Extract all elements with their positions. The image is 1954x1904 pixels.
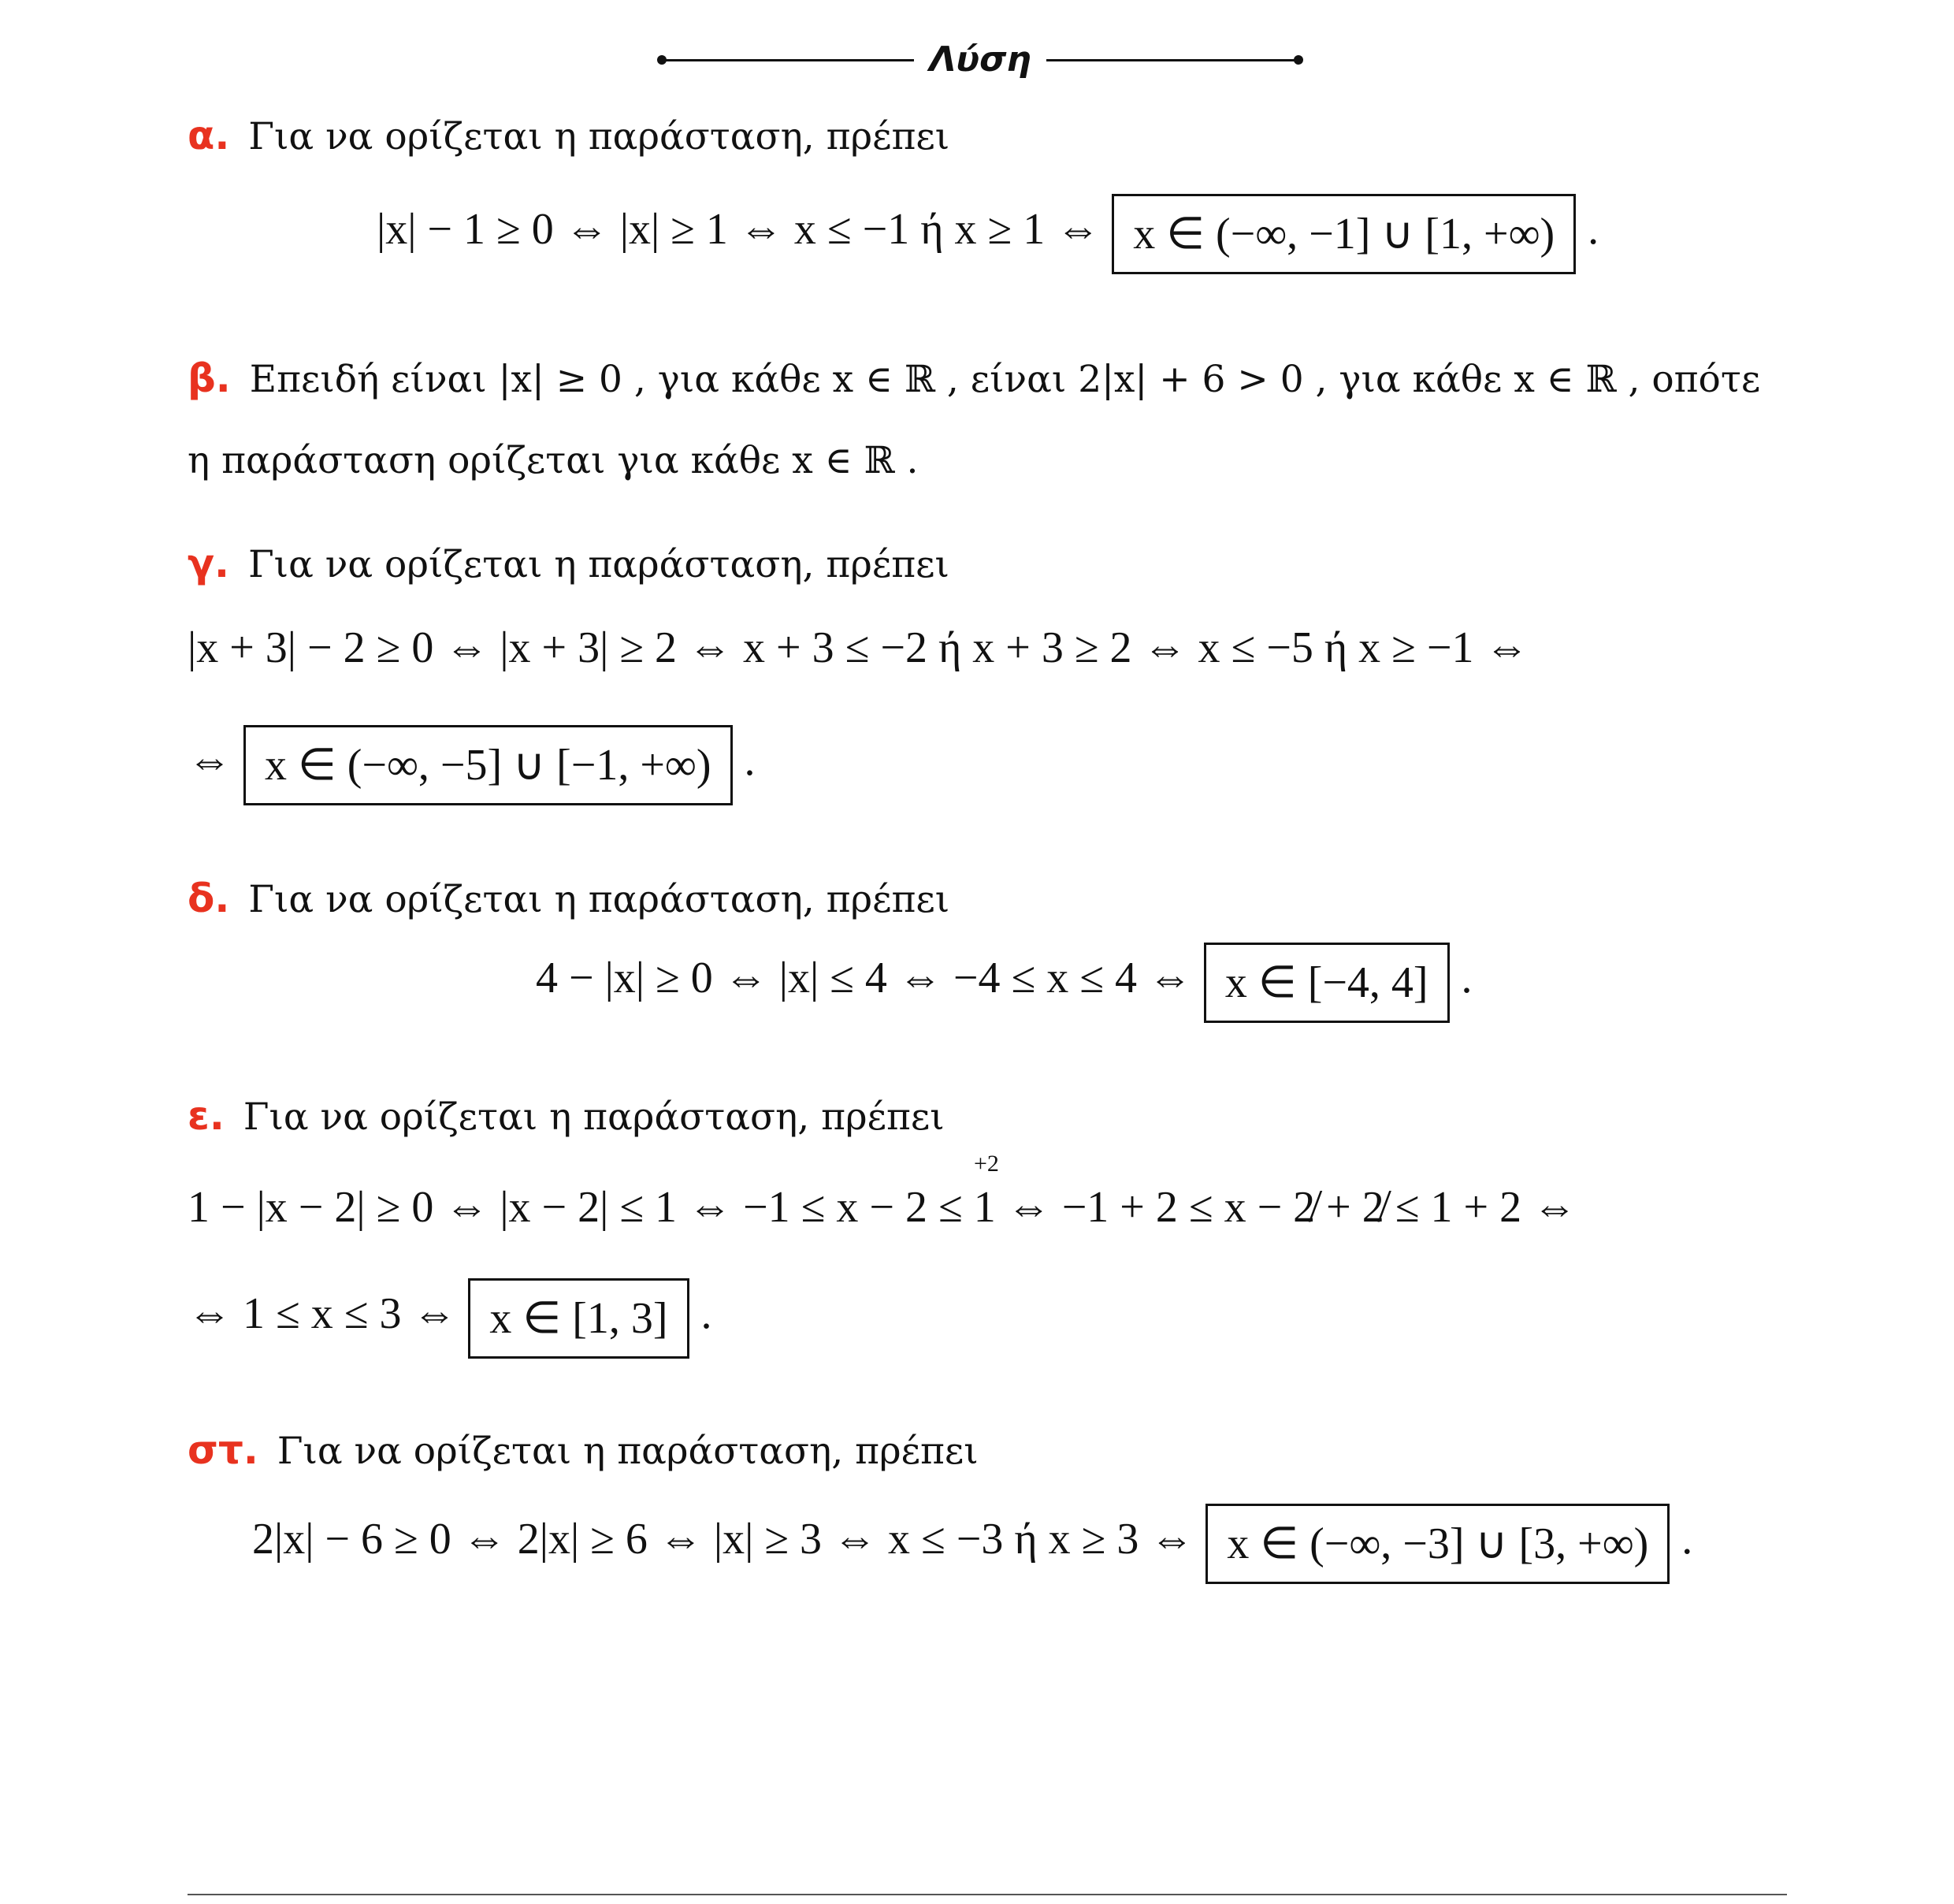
part-f-end: . — [1681, 1515, 1693, 1564]
part-e-text: Για να ορίζεται η παράσταση, πρέπει — [243, 1095, 945, 1139]
part-d-eq: 4 − |x| ≥ 0 ⇔ |x| ≤ 4 ⇔ −4 ≤ x ≤ 4 ⇔ — [536, 954, 1192, 1002]
part-d-label: δ. — [188, 876, 230, 921]
part-d-text: Για να ορίζεται η παράσταση, πρέπει — [248, 878, 950, 921]
part-c-eq: |x + 3| − 2 ≥ 0 ⇔ |x + 3| ≥ 2 ⇔ x + 3 ≤ −2 ή x + 3 ≥ 2 ⇔ x ≤ −5 ή x ≥ −1 ⇔ — [188, 623, 1529, 672]
part-c-end: . — [744, 736, 756, 785]
part-a-end: . — [1588, 205, 1599, 254]
header-right-rule — [1046, 59, 1297, 61]
part-c-intro — [188, 538, 949, 590]
part-d-intro — [188, 873, 949, 925]
part-f-equation — [252, 1504, 1692, 1584]
part-c-equation — [188, 623, 1529, 675]
part-b-label: β. — [188, 355, 231, 401]
part-a-eq: |x| − 1 ≥ 0 ⇔ |x| ≥ 1 ⇔ x ≤ −1 ή x ≥ 1 ⇔ — [377, 205, 1101, 254]
solution-title: Λύση — [929, 39, 1031, 80]
part-c-text: Για να ορίζεται η παράσταση, πρέπει — [248, 543, 949, 586]
part-c-answer-box: x ∈ (−∞, −5] ∪ [−1, +∞) — [243, 725, 733, 805]
part-b-line-1 — [188, 353, 1760, 405]
part-e-eq: 1 − |x − 2| ≥ 0 ⇔ |x − 2| ≤ 1 ⇔ −1 ≤ x − 2 ≤ 1 ⇔ −1 + 2 ≤ x − 2̸ + 2̸ ≤ 1 + 2 ⇔ — [188, 1183, 1577, 1232]
part-c-result — [188, 725, 755, 805]
part-d-answer-box: x ∈ [−4, 4] — [1204, 943, 1450, 1023]
part-d-end: . — [1461, 954, 1473, 1002]
part-e-answer-box: x ∈ [1, 3] — [468, 1278, 689, 1359]
solution-header — [654, 38, 1308, 85]
part-e-superscript: +2 — [974, 1151, 999, 1177]
part-a-label: α. — [188, 113, 230, 158]
part-d-equation — [536, 943, 1473, 1023]
part-a-intro — [188, 110, 949, 162]
header-right-dot — [1294, 55, 1303, 65]
part-e-result — [188, 1278, 711, 1359]
part-e-eq2-prefix: ⇔ 1 ≤ x ≤ 3 ⇔ — [188, 1289, 457, 1338]
part-e-end: . — [700, 1289, 712, 1338]
header-left-rule — [663, 59, 914, 61]
part-e-equation — [188, 1182, 1577, 1235]
part-f-eq: 2|x| − 6 ≥ 0 ⇔ 2|x| ≥ 6 ⇔ |x| ≥ 3 ⇔ x ≤ −3 ή x ≥ 3 ⇔ — [252, 1515, 1194, 1564]
part-b-line-2 — [188, 436, 918, 486]
part-a-equation — [377, 194, 1599, 274]
footer-rule — [188, 1894, 1787, 1895]
part-a-answer-box: x ∈ (−∞, −1] ∪ [1, +∞) — [1112, 194, 1576, 274]
part-c-label: γ. — [188, 541, 230, 586]
part-c-eq2-prefix: ⇔ — [188, 736, 232, 785]
part-f-text: Για να ορίζεται η παράσταση, πρέπει — [277, 1430, 979, 1473]
part-a-text: Για να ορίζεται η παράσταση, πρέπει — [248, 115, 950, 158]
part-e-intro — [188, 1091, 945, 1143]
part-f-label: στ. — [188, 1427, 258, 1473]
part-f-answer-box: x ∈ (−∞, −3] ∪ [3, +∞) — [1205, 1504, 1670, 1584]
part-b-text: Επειδή είναι |x| ≥ 0 , για κάθε x ∈ ℝ , είναι 2|x| + 6 > 0 , για κάθε x ∈ ℝ , οπότε — [249, 358, 1761, 401]
part-b-text-2: η παράσταση ορίζεται για κάθε x ∈ ℝ . — [188, 439, 919, 482]
part-e-label: ε. — [188, 1093, 225, 1139]
part-f-intro — [188, 1425, 979, 1477]
